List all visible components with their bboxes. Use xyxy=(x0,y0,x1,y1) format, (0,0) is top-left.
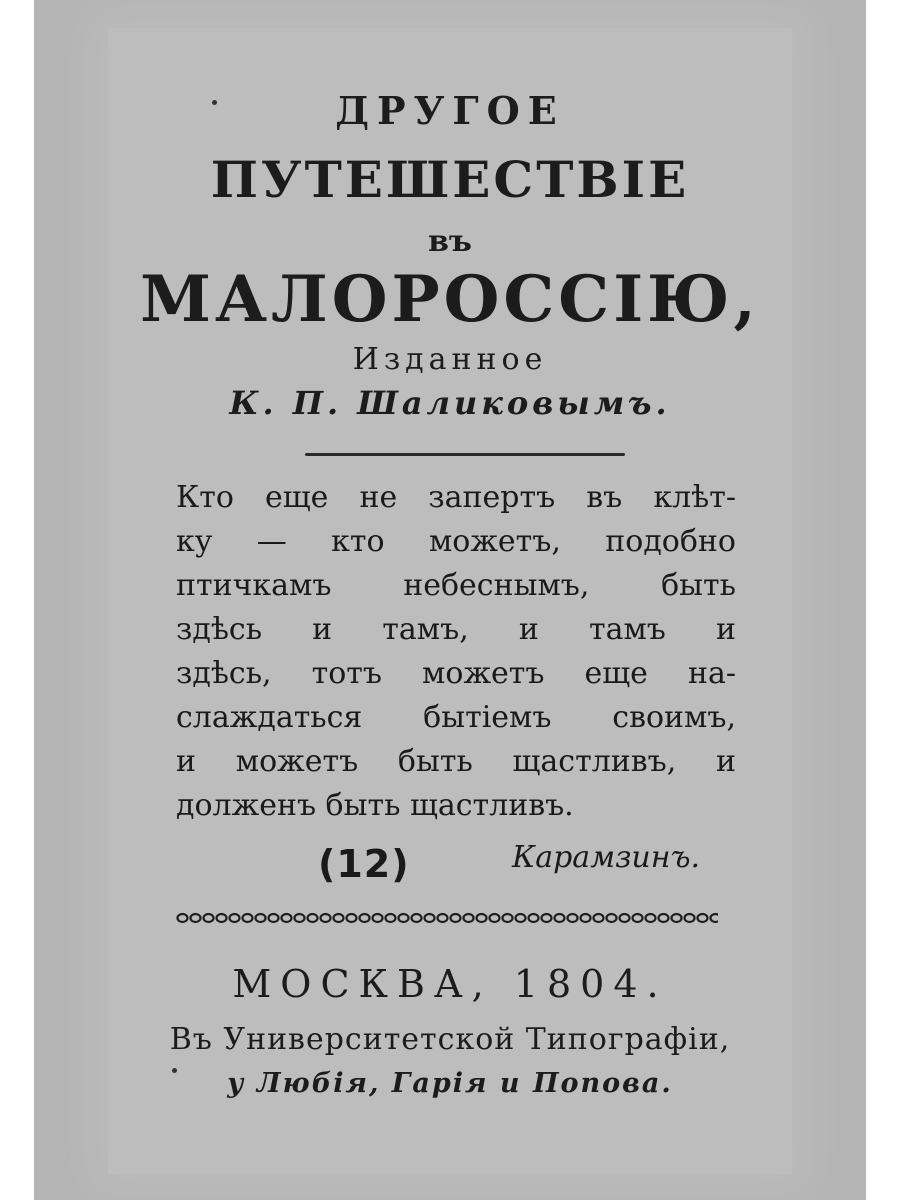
epigraph-author: Карамзинъ. xyxy=(512,840,701,875)
epigraph-line: слаждаться бытіемъ своимъ, xyxy=(176,700,736,735)
title-line-4: МАЛОРОССІЮ, xyxy=(140,262,760,337)
ink-speck xyxy=(212,100,217,105)
publisher-name: К. П. Шаликовымъ. xyxy=(229,384,671,422)
epigraph xyxy=(176,476,736,828)
imprint-press: Въ Университетской Типографіи, xyxy=(169,1022,731,1057)
title-line-1: ДРУГОЕ xyxy=(335,88,565,133)
epigraph-line: Кто еще не запертъ въ клѣт- xyxy=(176,480,736,515)
title-rule xyxy=(305,453,625,456)
epigraph-line: долженъ быть щастливъ. xyxy=(176,788,574,823)
title-line-2: ПУТЕШЕСТВІЕ xyxy=(210,150,690,209)
epigraph-line: здѣсь и тамъ, и тамъ и xyxy=(176,612,736,647)
ornamental-chain-divider xyxy=(176,910,718,926)
epigraph-line: и можетъ быть щастливъ, и xyxy=(176,744,736,779)
epigraph-line: здѣсь, тотъ можетъ еще на- xyxy=(176,656,736,691)
published-label: Изданное xyxy=(352,342,548,377)
epigraph-line: птичкамъ небеснымъ, быть xyxy=(176,568,736,603)
ink-speck xyxy=(172,1068,177,1073)
imprint-printers: у Любія, Гарія и Попова. xyxy=(227,1068,673,1099)
title-line-3: въ xyxy=(428,224,472,259)
imprint-city-year: МОСКВА, 1804. xyxy=(232,962,668,1006)
handwritten-shelf-mark: (12) xyxy=(318,842,410,886)
epigraph-line: ку — кто можетъ, подобно xyxy=(176,524,736,559)
